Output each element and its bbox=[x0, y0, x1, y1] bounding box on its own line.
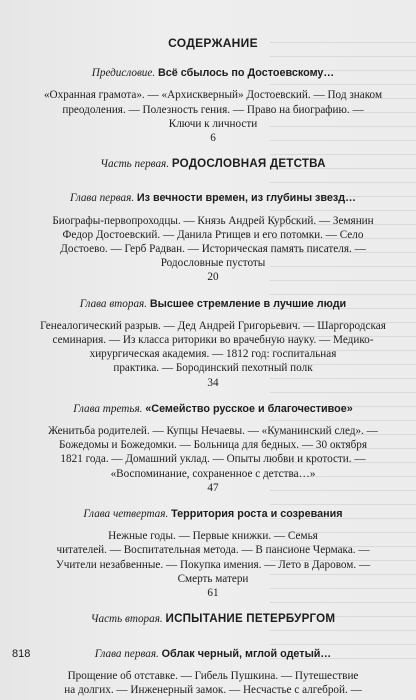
description-line: 1821 года. — Домашний уклад. — Опыты любви и кротости. — bbox=[60, 453, 366, 466]
entry-label: Глава четвертая. bbox=[83, 508, 169, 521]
part-title: ИСПЫТАНИЕ ПЕТЕРБУРГОМ bbox=[165, 612, 336, 626]
page-ref: 6 bbox=[210, 132, 216, 145]
entry-title: Из вечности времен, из глубины звезд… bbox=[136, 192, 356, 205]
part-heading-2 bbox=[18, 612, 408, 626]
part-heading-1 bbox=[18, 157, 408, 171]
toc-entry-chapter-1 bbox=[18, 191, 408, 284]
description-line: Генеалогический разрыв. — Дед Андрей Григорьевич. — Шаргородская bbox=[40, 319, 386, 332]
page-title: СОДЕРЖАНИЕ bbox=[168, 36, 258, 50]
entry-description bbox=[18, 88, 408, 131]
entry-title: Территория роста и созревания bbox=[171, 508, 343, 521]
entry-heading bbox=[18, 647, 408, 661]
toc-entry-chapter-4 bbox=[18, 507, 408, 600]
entry-heading bbox=[18, 191, 408, 205]
toc-entry-preface bbox=[18, 66, 408, 145]
description-line: Божедомы и Божедомки. — Больница для бедных. — 30 октября bbox=[58, 439, 368, 452]
toc-entry-chapter-2 bbox=[18, 297, 408, 390]
description-line: Родословные пустоты bbox=[160, 257, 266, 270]
entry-title: Всё сбылось по Достоевскому… bbox=[157, 67, 335, 80]
entry-description bbox=[18, 669, 408, 697]
entry-label: Предисловие. bbox=[91, 67, 156, 80]
page-ref: 20 bbox=[207, 271, 219, 284]
entry-title: Облак черный, мглой одетый… bbox=[161, 647, 332, 660]
entry-description bbox=[18, 424, 408, 481]
entry-label: Глава третья. bbox=[73, 402, 143, 415]
description-line: Женитьба родителей. — Купцы Нечаевы. — «Куманинский след». — bbox=[48, 425, 378, 438]
entry-description bbox=[18, 529, 408, 586]
description-line: на долгих. — Инженерный замок. — Несчастье с алгеброй. — bbox=[64, 683, 362, 696]
entry-heading bbox=[18, 402, 408, 416]
description-line: Биографы-первопроходцы. — Князь Андрей Курбский. — Земянин bbox=[52, 214, 374, 227]
page-number: 818 bbox=[12, 648, 31, 660]
entry-label: Глава первая. bbox=[70, 192, 135, 205]
entry-title: «Семейство русское и благочестивое» bbox=[145, 402, 353, 415]
page-ref: 34 bbox=[207, 376, 219, 389]
entry-description bbox=[18, 319, 408, 376]
part-label: Часть первая. bbox=[100, 158, 170, 171]
description-line: Достоево. — Герб Радван. — Историческая память писателя. — bbox=[60, 243, 366, 256]
part-title: РОДОСЛОВНАЯ ДЕТСТВА bbox=[171, 157, 326, 171]
page-ref: 47 bbox=[207, 481, 219, 494]
toc-entry-part2-chapter-1 bbox=[18, 647, 408, 698]
description-line: практика. — Бородинский пехотный полк bbox=[113, 362, 313, 375]
description-line: «Охранная грамота». — «Архискверный» Достоевский. — Под знаком bbox=[43, 89, 383, 102]
description-line: Нежные годы. — Первые книжки. — Семья bbox=[108, 530, 318, 543]
description-line: Учители незабвенные. — Покупка имения. — Лето в Даровом. — bbox=[55, 558, 371, 571]
description-line: Прощение об отставке. — Гибель Пушкина. — Путешествие bbox=[67, 669, 359, 682]
entry-description bbox=[18, 214, 408, 271]
part-label: Часть вторая. bbox=[90, 613, 163, 626]
description-line: преодоления. — Полезность гения. — Право на биографию. — bbox=[62, 103, 364, 116]
description-line: Смерть матери bbox=[177, 572, 249, 585]
entry-label: Глава первая. bbox=[94, 647, 159, 660]
entry-heading bbox=[18, 507, 408, 521]
entry-heading bbox=[18, 66, 408, 80]
table-of-contents bbox=[18, 36, 408, 697]
description-line: читателей. — Воспитательная метода. — В пансионе Чермака. — bbox=[56, 544, 370, 557]
entry-label: Глава вторая. bbox=[79, 297, 148, 310]
description-line: «Воспоминание, сохраненное с детства…» bbox=[110, 467, 316, 480]
page-ref: 61 bbox=[207, 587, 219, 600]
description-line: семинария. — Из класса риторики во врачебную науку. — Медико- bbox=[52, 334, 374, 347]
entry-heading bbox=[18, 297, 408, 311]
entry-title: Высшее стремление в лучшие люди bbox=[149, 297, 347, 310]
description-line: хирургическая академия. — 1812 год: госпитальная bbox=[89, 348, 337, 361]
description-line: Ключи к личности bbox=[168, 117, 258, 130]
toc-entry-chapter-3 bbox=[18, 402, 408, 495]
description-line: Федор Достоевский. — Данила Ртищев и его потомки. — Село bbox=[62, 228, 364, 241]
